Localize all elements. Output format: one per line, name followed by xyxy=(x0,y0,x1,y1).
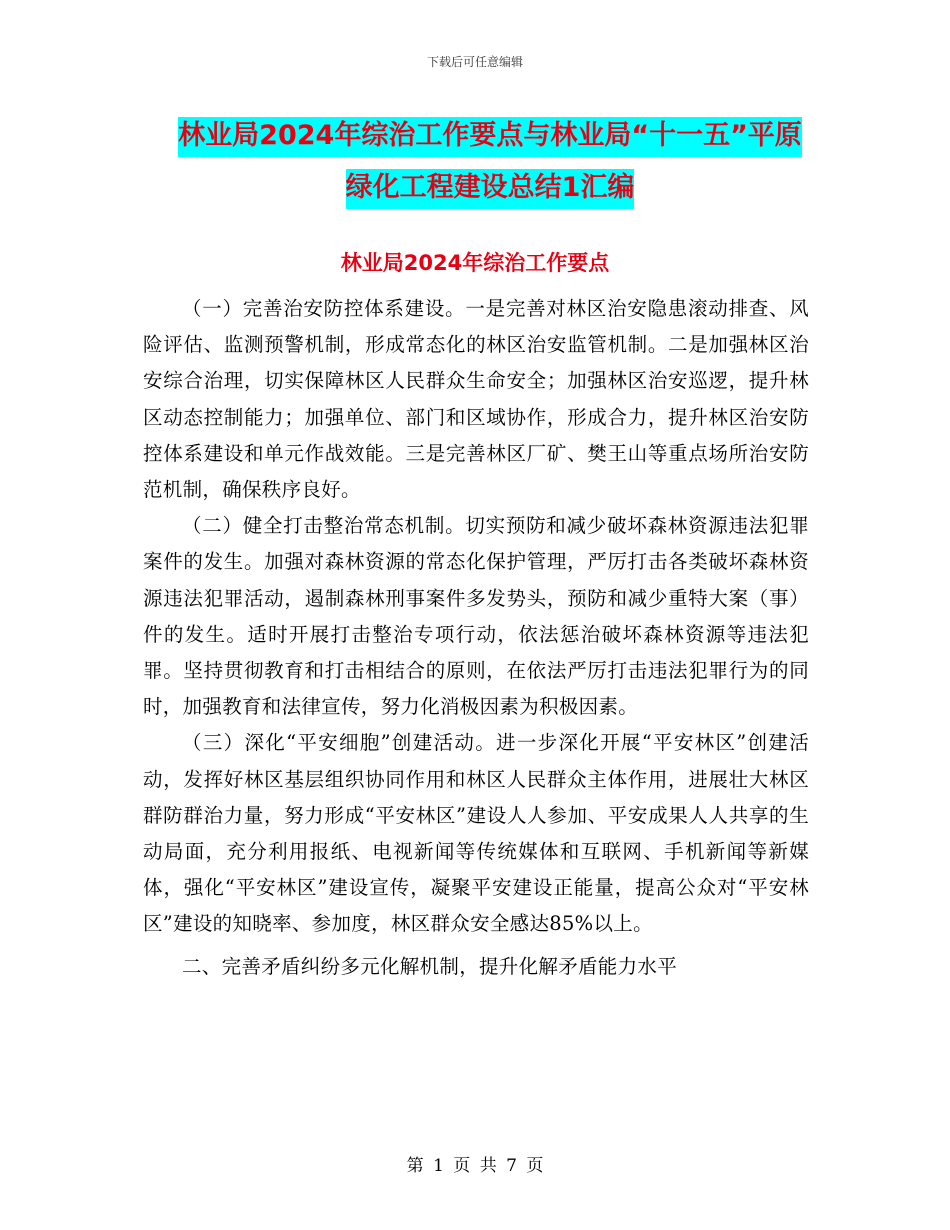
document-title-line-1: 林业局2024年综治工作要点与林业局“十一五”平原 xyxy=(178,117,802,157)
body-paragraph-2: （二）健全打击整治常态机制。切实预防和减少破坏森林资源违法犯罪案件的发生。加强对森林资源的常态化保护管理，严厉打击各类破坏森林资源违法犯罪活动，遏制森林刑事案件多发势头，预防和减少重特大案（事）件的发生。适时开展打击整治专项行动，依法惩治破坏森林资源等违法犯罪。坚持贯彻教育和打击相结合的原则，在依法严厉打击违法犯罪行为的同时，加强教育和法律宣传，努力化消极因素为积极因素。 xyxy=(143,514,809,719)
body-paragraph-1: （一）完善治安防控体系建设。一是完善对林区治安隐患滚动排查、风险评估、监测预警机制，形成常态化的林区治安监管机制。二是加强林区治安综合治理，切实保障林区人民群众生命安全；加强林区治安巡逻，提升林区动态控制能力；加强单位、部门和区域协作，形成合力，提升林区治安防控体系建设和单元作战效能。三是完善林区厂矿、樊王山等重点场所治安防范机制，确保秩序良好。 xyxy=(143,297,809,502)
page-header-note: 下载后可任意编辑 xyxy=(426,55,523,69)
body-paragraph-4: 二、完善矛盾纠纷多元化解机制，提升化解矛盾能力水平 xyxy=(182,954,678,978)
document-body xyxy=(143,291,809,985)
body-paragraph-3: （三）深化“平安细胞”创建活动。进一步深化开展“平安林区”创建活动，发挥好林区基层组织协同作用和林区人民群众主体作用，进展壮大林区群防群治力量，努力形成“平安林区”建设人人参加、平安成果人人共享的生动局面，充分利用报纸、电视新闻等传统媒体和互联网、手机新闻等新媒体，强化“平安林区”建设宣传，凝聚平安建设正能量，提高公众对“平安林区”建设的知晓率、参加度，林区群众安全感达85%以上。 xyxy=(143,731,809,936)
page-number-footer: 第 1 页 共 7 页 xyxy=(406,1156,544,1176)
document-title-line-2: 绿化工程建设总结1汇编 xyxy=(346,169,635,209)
document-title xyxy=(140,110,840,214)
section-heading: 林业局2024年综治工作要点 xyxy=(340,251,610,275)
